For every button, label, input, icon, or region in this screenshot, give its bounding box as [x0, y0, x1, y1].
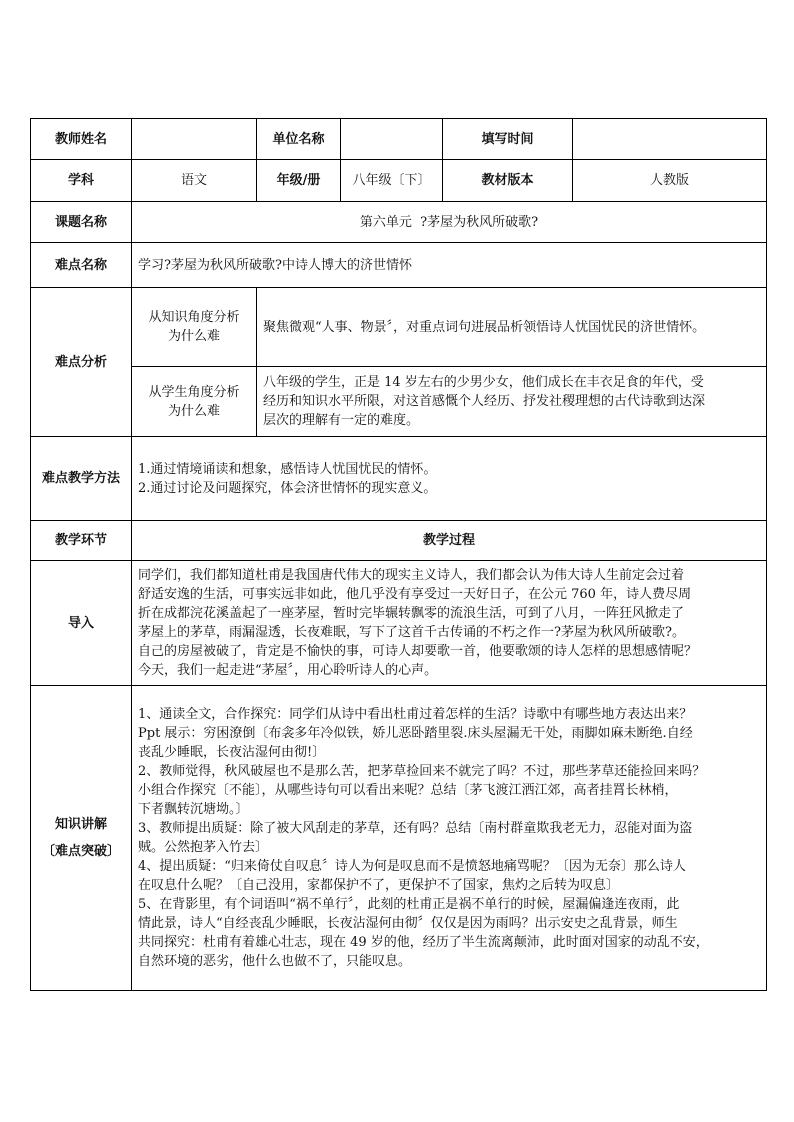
- topic-label: 课题名称: [31, 202, 132, 243]
- row-intro: [31, 561, 767, 686]
- knowledge-angle-line-1: 从知识角度分析: [148, 310, 240, 325]
- lecture-line-12: 情此景，诗人“自经丧乱少睡眠，长夜沾湿何由彻〞仅仅是因为雨吗？出示安史之乱背景，师生: [138, 916, 678, 931]
- lecture-line-7: 3、教师提出质疑：除了被大风刮走的茅草，还有吗？总结〔南村群童欺我老无力，忍能对面为盗: [138, 821, 693, 836]
- row-difficulty: [31, 243, 767, 288]
- subject-label: 学科: [31, 160, 132, 202]
- intro-line-3: 折在成都浣花溪盖起了一座茅屋，暂时完毕辗转飘零的流浪生活，可到了八月，一阵狂风掀走了: [138, 606, 685, 621]
- method-label: 难点教学方法: [31, 437, 132, 521]
- student-angle-label: [132, 367, 257, 437]
- unit-name-label: 单位名称: [257, 119, 341, 160]
- lecture-line-9: 4、提出质疑：“归来倚仗自叹息〞诗人为何是叹息而不是愤怒地痛骂呢？〔因为无奈〕那么诗人: [138, 859, 686, 874]
- row-method: [31, 437, 767, 521]
- lecture-line-5: 小组合作探究〔不能〕，从哪些诗句可以看出来呢？总结〔茅飞渡江洒江郊，高者挂罥长林梢，: [138, 783, 678, 798]
- lecture-line-2: Ppt 展示：穷困潦倒〔布衾多年冷似铁，娇儿恶卧踏里裂.床头屋漏无干处，雨脚如麻未断绝.自经: [138, 726, 693, 741]
- student-angle-line-2: 为什么难: [167, 403, 220, 419]
- knowledge-angle-label: [132, 288, 257, 367]
- edition-value: 人教版: [573, 160, 767, 202]
- row-subject: [31, 160, 767, 202]
- analysis-label: 难点分析: [31, 288, 132, 437]
- lecture-line-14: 自然环境的恶劣，他什么也做不了，只能叹息。: [138, 954, 412, 969]
- intro-text: [132, 561, 767, 686]
- method-line-1: 1.通过情境诵读和想象，感悟诗人忧国忧民的情怀。: [138, 461, 437, 477]
- row-analysis-knowledge: [31, 288, 767, 367]
- student-angle-text-2: 经历和知识水平所限，对这首感慨个人经历、抒发社稷理想的古代诗歌到达深: [263, 394, 706, 409]
- process-header: 教学过程: [132, 521, 767, 561]
- difficulty-label: 难点名称: [31, 243, 132, 288]
- method-value: [132, 437, 767, 521]
- row-teacher: [31, 119, 767, 160]
- lecture-label-main: 知识讲解: [54, 817, 107, 832]
- row-lecture: [31, 686, 767, 991]
- teacher-name-value: [132, 119, 257, 160]
- lecture-line-6: 下者飘转沉塘坳。〕: [138, 802, 249, 817]
- intro-line-5: 自己的房屋被破了，肯定是不愉快的事，可诗人却要歌一首，他要歌颂的诗人怎样的思想感情呢？: [138, 644, 698, 659]
- intro-line-4: 茅屋上的茅草，雨漏湿透，长夜难眠，写下了这首千古传诵的不朽之作一?茅屋为秋风所破歌?。: [138, 625, 685, 640]
- intro-line-6: 今天，我们一起走进“茅屋〞，用心聆听诗人的心声。: [138, 663, 438, 678]
- lecture-line-3: 丧乱少睡眠，长夜沾湿何由彻!〕: [138, 745, 326, 760]
- student-angle-text-3: 层次的理解有一定的难度。: [263, 413, 420, 428]
- grade-label: 年级/册: [257, 160, 341, 202]
- fill-time-value: [573, 119, 767, 160]
- fill-time-label: 填写时间: [443, 119, 573, 160]
- student-angle-value: [257, 367, 767, 437]
- row-topic: [31, 202, 767, 243]
- subject-value: 语文: [132, 160, 257, 202]
- lecture-line-13: 共同探究：杜甫有着雄心壮志，现在 49 岁的他，经历了半生流离颠沛，此时面对国家的动乱不安，: [138, 935, 709, 950]
- knowledge-angle-value: 聚焦微观“人事、物景〞，对重点词句进展品析领悟诗人忧国忧民的济世情怀。: [257, 288, 767, 367]
- row-analysis-student: [31, 367, 767, 437]
- intro-label: 导入: [31, 561, 132, 686]
- student-angle-line-1: 从学生角度分析: [148, 384, 240, 400]
- stage-header: 教学环节: [31, 521, 132, 561]
- lecture-line-4: 2、教师觉得，秋风破屋也不是那么苦，把茅草捡回来不就完了吗？不过，那些茅草还能捡回来吗？: [138, 764, 706, 779]
- difficulty-value: 学习?茅屋为秋风所破歌?中诗人博大的济世情怀: [132, 243, 767, 288]
- intro-line-2: 舒适安逸的生活，可事实远非如此，他几乎没有享受过一天好日子，在公元 760 年，诗人费尽周: [138, 587, 692, 602]
- lecture-text: [132, 686, 767, 991]
- unit-name-value: [341, 119, 443, 160]
- topic-value: 第六单元 ?茅屋为秋风所破歌?: [132, 202, 767, 243]
- lecture-line-11: 5、在背影里，有个词语叫“祸不单行〞，此刻的杜甫正是祸不单行的时候，屋漏偏逢连夜雨，此: [138, 897, 680, 912]
- edition-label: 教材版本: [443, 160, 573, 202]
- grade-value: 八年级〔下〕: [341, 160, 443, 202]
- intro-line-1: 同学们，我们都知道杜甫是我国唐代伟大的现实主义诗人，我们都会认为伟大诗人生前定会过着: [138, 568, 685, 583]
- student-angle-text-1: 八年级的学生，正是 14 岁左右的少男少女，他们成长在丰衣足食的年代，受: [263, 375, 704, 390]
- lecture-label-sub: 〔难点突破〕: [41, 844, 120, 859]
- knowledge-angle-line-2: 为什么难: [167, 329, 220, 344]
- lecture-line-10: 在叹息什么呢？〔自己没用，家都保护不了，更保护不了国家，焦灼之后转为叹息〕: [138, 878, 620, 893]
- lesson-design-table: [30, 118, 767, 991]
- teacher-name-label: 教师姓名: [31, 119, 132, 160]
- row-process-header: [31, 521, 767, 561]
- lecture-line-1: 1、通读全文，合作探究：同学们从诗中看出杜甫过着怎样的生活？诗歌中有哪些地方表达出来？: [138, 707, 693, 722]
- method-line-2: 2.通过讨论及问题探究，体会济世情怀的现实意义。: [138, 480, 437, 496]
- lecture-line-8: 贼。公然抱茅入竹去〕: [138, 840, 269, 855]
- lecture-label: [31, 686, 132, 991]
